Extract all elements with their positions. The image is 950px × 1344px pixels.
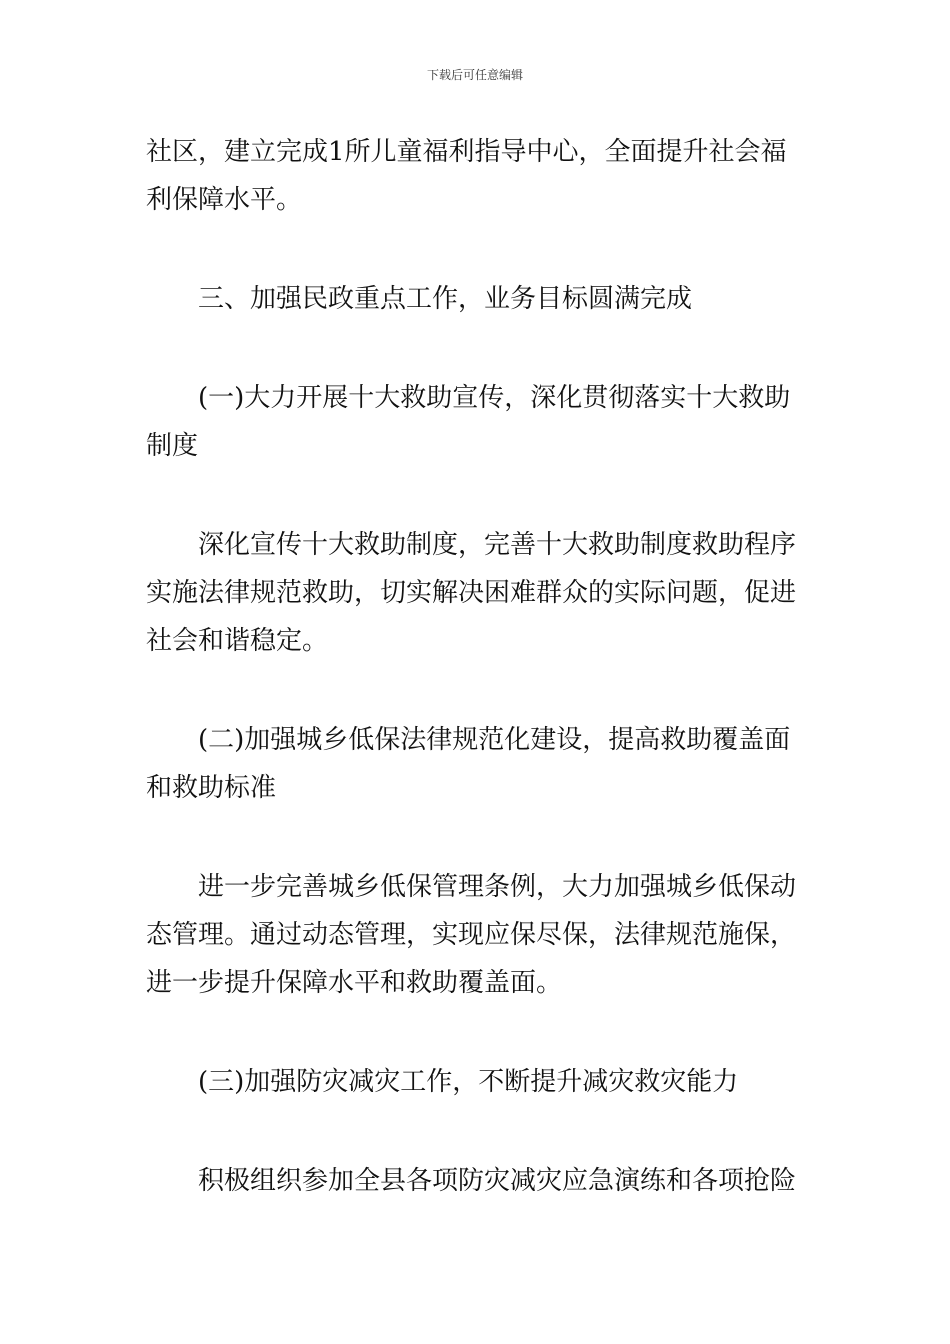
subheading-three: (三)加强防灾减灾工作，不断提升减灾救灾能力	[198, 1067, 739, 1097]
subheading-one: (一)大力开展十大救助宣传，深化贯彻落实十大救助制度	[146, 383, 791, 461]
page-header: 下载后可任意编辑	[426, 68, 523, 82]
paragraph-body-one: 深化宣传十大救助制度，完善十大救助制度救助程序实施法律规范救助，切实解决困难群众的实际问题，促进社会和谐稳定。	[146, 530, 797, 656]
paragraph-continuation: 社区，建立完成1所儿童福利指导中心，全面提升社会福利保障水平。	[146, 137, 787, 215]
paragraph-body-two: 进一步完善城乡低保管理条例，大力加强城乡低保动态管理。通过动态管理，实现应保尽保，法律规范施保，进一步提升保障水平和救助覆盖面。	[146, 872, 797, 998]
paragraph-body-three: 积极组织参加全县各项防灾减灾应急演练和各项抢险	[198, 1166, 797, 1196]
document-body	[146, 128, 808, 1205]
subheading-two: (二)加强城乡低保法律规范化建设，提高救助覆盖面和救助标准	[146, 725, 791, 803]
section-heading-three: 三、加强民政重点工作，业务目标圆满完成	[198, 284, 693, 314]
